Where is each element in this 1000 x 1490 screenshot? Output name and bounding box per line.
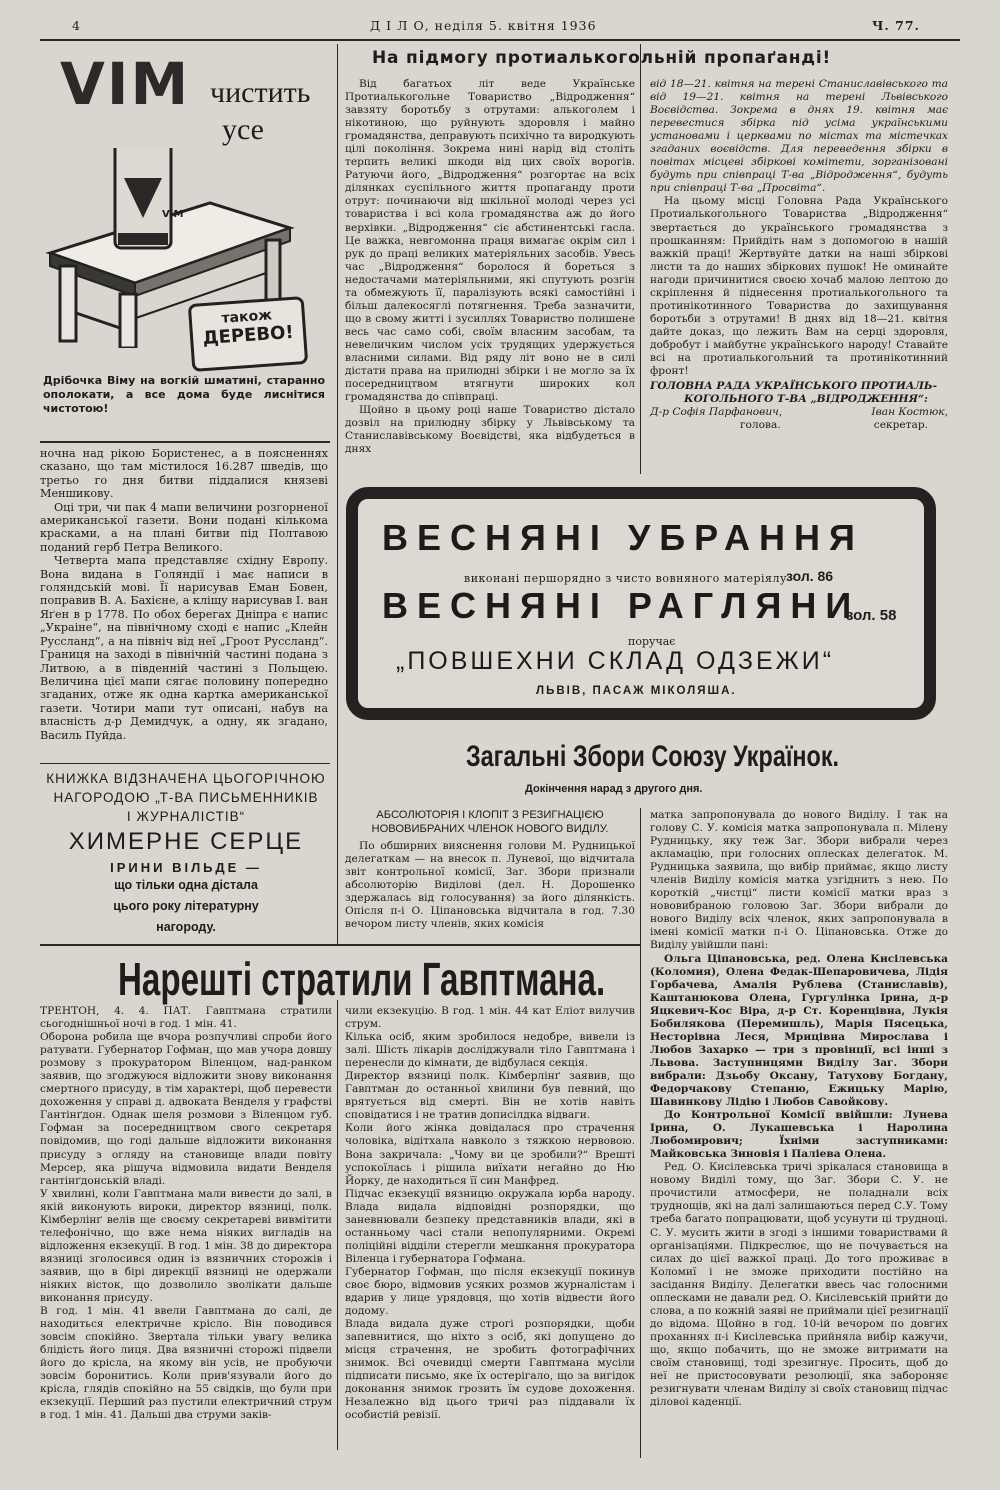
- book-desc1: що тільки одна дістала: [114, 878, 258, 892]
- section-rule: [40, 763, 330, 764]
- union-subhead: Докінчення нарад з другого дня.: [525, 783, 703, 795]
- union-text: матка запропонувала до нового Виділу. І так на голову С. У. комісія матка запропонувала п. Мілену Рудницьку, яку теж Заг. Збори вибрали через акламацію, при голосних оплесках делегаток. М. Рудницька заявила, що вибір приймає, якщо листу членів Виділу комісія матка узгіднить з нею. По короткій „чистці“ листи комісії матки враз з нововибраною головою Заг. Збори вибрали до нового Виділу всіх членок, яких запропонувала в імені комісії матки п-і О. Ціпановська. Отже до Виділу увійшли пані:: [650, 809, 948, 952]
- map-article: [40, 447, 328, 742]
- union-section-title-1: АБСОЛЮТОРІЯ І КЛОПІТ З РЕЗИГНАЦІЄЮ: [376, 809, 604, 821]
- hauptmann-col1: ТРЕНТОН, 4. 4. ПАТ. Гавптмана стратили сьогоднішньої ночі в год. 1 мін. 41. Оборона робила ще вчора розпучливі спроби його ратувати. Губернатор Гофман, що мав учора довшу розмову з прокуратором Віленцом, над-ранком заявив, що згоджуюся відложити знову виконання смертного присуду, в тім характері, щоб перевести дохоження у справі д. адвоката Венделя у графстві Гантінґдон. Однак шеля розмови з Віленцом губ. Гофман за посередництвом свого секретаря повідомив, що годі дальше відложити виконання присуду з огляду на становище влади повіту Мерсер, яка рішуча відмовила видати Венделя гантінґдонській владі. У хвилині, коли Гавптмана мали вивести до залі, в якій виконують вироки, директор вязниці, полк. Кімберлінґ велів ще своєму секретареві вивмітити телефонічно, що вже нема ніяких вигладів на відложення екзекуції. В год. 1 мін. 38 до директора вязниці зголосився один із вязничних сторожів і заявив, що в бірі дирекції вязниці не одержали ніяких вісток, що дозволило зволікати дальше виконання присуду. В год. 1 мін. 41 ввели Гавптмана до салі, де находиться електричне крісло. Він поводився зовсім спокійно. Звертала тільки увагу велика блідість його лиця. Два вязничні сторожі підвели його до крісла, на якому він усів, не пробуючи зовсім боронитись. Коли прив'язували його до крісла, глядів спокійно на 55 свідків, що були при екзекуції. Перший раз пустили електричний струм в год. 1 мін. 41. Дальші два струми заків-: [40, 1005, 332, 1422]
- clothing-line2: ВЕСНЯНІ РАГЛЯНИ: [382, 585, 861, 626]
- issue-number: Ч. 77.: [872, 18, 920, 33]
- book-ad-line3: І ЖУРНАЛІСТІВ“: [126, 809, 246, 824]
- clothing-sub1: виконані першорядно з чисто вовняного матеріялу: [464, 572, 787, 585]
- book-desc3: нагороду.: [156, 920, 216, 934]
- antialcohol-text: На цьому місці Головна Рада Українського Протиалькогольного Товариства „Відродження“ звертається до українського громадянства з прошканням: Прийдіть нам з допомогою в нашій важкій праці! Жертвуйте датки на наші збіркові листи та до наших збіркових пушок! Не оминайте нагоди причинитися своєю хочаб малою лептою до скріплення й піднесення протиалькогольного та протинікотинного Товариства до захищування боротьби з отрутами! В днях від 18—21. квітня дайте доказ, що лежить Вам на серці здоровля, добробут і майбутнє українського народу! Ставайте всі на протиалькогольний та протинікотинний фронт!: [650, 195, 948, 378]
- vim-sign-line1: також: [221, 307, 273, 327]
- antialcohol-col2: [650, 78, 948, 432]
- section-rule: [40, 441, 330, 443]
- clothing-ad: [346, 487, 936, 720]
- book-ad-line1: КНИЖКА ВІДЗНАЧЕНА ЦЬОГОРІЧНОЮ: [46, 771, 326, 786]
- signer-1-role: голова.: [740, 419, 781, 432]
- clothing-price1: зол. 86: [786, 568, 834, 584]
- header-rule: [40, 39, 960, 41]
- union-names: Ольга Ціпановська, ред. Олена Кисілевська (Коломия), Олена Федак-Шепаровичева, Лідія Горбачева, Амалія Рублева (Станиславів), Каштанюкова Олена, Гургулінка Ірина, д-р Яцкевич-Кос Віра, д-р Ст. Коренцівна, Лукія Бобилякова (Перемишль), Марія Пясецька, Несторівна Леся, Мриців​на Мирослава і Любов Захарко — три з провінції, всі інші з Львова. Заступницями Виділу Заг. Збори вибрали: Дзьобу Оксану, Татухову Богдану, Федорчакову Степаню, Ежицьку Марію, Шавинкову Лідію і Любов Савойкову.: [650, 952, 948, 1109]
- antialcohol-text: Від багатьох літ веде Українське Протиалькогольне Товариство „Відродження“ завзяту боротьбу з отрутами: алькоголем і нікотиною, що руйнують здоровля і майно громадянства, деправують психічно та виродкують цілі покоління. Зокрема нині нарід від століть терпить великі шкоди від цих своїх ворогів. Ратуючи його, „Відродження“ розгортає на всіх ділянках суспільного життя пропаганду проти отрут: починаючи від шкільної молоді через усі товариства і всі кола громадянства аж до його верхівки. „Відродження“ сіє абстинентські гасла. Це важка, невгомонна праця вимагає окрім сил і рук до праці великих матеріяльних засобів. Увесь час „Відродження“ боролося й бореться з недостачами матеріяльними, які спутують розгін та обмежують її, паралізують всякі самостійні і більш далекосяглі потягнення. Треба зазначити, що в свому житті і зусиллях Товариство полишене весь час само собі, своїм власним засобам, та невеличким числом усіх трудящих удержується власними силами. Від ряду літ воно не в силі дістати права на прилюдні збірки і не могло за їх посередництвом втягнути широких кол громадянства до співпраці.: [345, 78, 635, 404]
- clothing-store: „ПОВШЕХНИ СКЛАД ОДЗЕЖИ“: [396, 647, 835, 675]
- union-section-title-2: НОВОВИБРАНИХ ЧЛЕНОК НОВОГО ВИДІЛУ.: [371, 823, 609, 835]
- vim-tagline-1: чистить: [210, 76, 311, 109]
- vim-can-label: VIM: [162, 209, 184, 220]
- column-rule: [337, 1000, 338, 1450]
- book-ad: [40, 769, 332, 938]
- signer-2: Іван Костюк,: [871, 406, 948, 419]
- clothing-price2: зол. 58: [846, 607, 897, 624]
- union-control: До Контрольної Комісії ввійшли: Лунева Ірина, О. Лукашевська і Наролина Любомирович; Їхніми заступниками: Майковська Зинов​ія і Паліева Олена.: [650, 1109, 948, 1161]
- union-col1: [345, 840, 635, 931]
- vim-sign-line2: ДЕРЕВО!: [201, 321, 295, 350]
- union-text: По обширних вияснення голови М. Рудницької делегаткам — на внесок п. Луневої, що відчитала звіт контрольної комісії, Заг. Збори признали абсолюторію Виділові (дел. Н. Дорошенко здержалась від голосування) за його ділянкість. Опісля п-і О. Ціпановська відчитала в год. 7.30 вечором листу членів, яких комісія: [345, 840, 635, 931]
- antialcohol-text: від 18—21. квітня на терені Станиславівського та від 19—21. квітня на терені Львівського Воєвідства. Зокрема в днях 19. квітня має перевестися збірка під усіма українськими установами і церквами по містах та містечках згаданих воєвідств. Для переведення збірки в повітах місцеві збіркові комітети, зорганізовані будуть при співпраці Т-ва „Відродження“, будуть при співпраці Т-ва „Просвіта“.: [650, 78, 948, 195]
- column-rule: [337, 44, 338, 944]
- antialcohol-sign2: КОГОЛЬНОГО Т-ВА „ВІДРОДЖЕННЯ“:: [684, 393, 928, 406]
- union-section-title: [342, 808, 638, 836]
- page-number: 4: [72, 18, 81, 33]
- clothing-line1: ВЕСНЯНІ УБРАННЯ: [382, 517, 864, 558]
- vim-tagline-2: усе: [222, 113, 264, 146]
- book-desc2: цього року літературну: [113, 899, 259, 913]
- antialcohol-headline: На підмогу протиалькогольній пропаґанді!: [372, 48, 832, 68]
- map-paragraph: Оці три, чи пак 4 мапи величини розгорненої американської газети. Вони подані кількома красками, а на плані битви під Полтавою поданий герб Петра Великого.: [40, 500, 328, 554]
- hauptmann-headline: Нарешті стратили Гавптмана.: [118, 953, 606, 1005]
- union-headline: Загальні Збори Союзу Українок.: [466, 740, 840, 773]
- hauptmann-col2: чили екзекуцію. В год. 1 мін. 44 кат Еліот вилучив струм. Кілька осіб, яким зробилося недобре, вивели із залі. Шість лікарів досліджували тіло Гавптмана і перенесли до кімнати, де відбулася секція. Директор вязниці полк. Кімберлінґ заявив, що Гавптман до останньої хвилини був певний, що врятується від смерті. Він не хотів навіть сповідатися і не тратив дописілдка відваги. Коли його жінка довідалася про страчення чоловіка, відітхала навколо з тяжкою нервовою. Вона закричала: „Чому ви це зробили?“ Врешті успокоїлась і рішила виїхати негайно до Ню Йорку, де находиться її син Манфред. Підчас екзекуції вязницю окружала юрба народу. Влада видала відповідні розпорядки, що заневнювали безпеку представників влади, які в останньому часі стали непопулярними. Окремі поліційні відділи стерегли мешкання прокуратора Віленца і губернатора Гофмана. Губернатор Гофман, що після екзекуції покинув своє бюро, відмовив усяких розмов журналістам і вдарив у лице урядовця, що хотів відвести його додому. Влада видала дуже строгі розпорядки, щоби запевнитися, що ніхто з осіб, які допущено до місця страчення, не зробить фотографічних знимок. Всі очевидці смерти Гавптмана мусіли підписати письмо, яке їх остерігало, що за вигідок доконання знимок грозить їм судове дохоження. Незалежно від цього тричі раз піддавали їх особистій ревізії.: [345, 1005, 635, 1422]
- signer-2-role: секретар.: [873, 419, 928, 432]
- antialcohol-text: Щойно в цьому році наше Товариство дістало дозвіл на прилюдну збірку у Львівському та Станиславівському Воєвідстві, яка відбудеться в днях: [345, 404, 635, 456]
- book-ad-line2: НАГОРОДОЮ „Т-ВА ПИСЬМЕННИКІВ: [53, 790, 319, 805]
- column-rule: [640, 44, 641, 474]
- vim-caption: Дрібочка Віму на вогкій шматині, старанно ополокати, а все дома буде лиснітися чистотою!: [43, 374, 325, 415]
- masthead: Д І Л О, неділя 5. квітня 1936: [370, 18, 597, 33]
- signer-1: Д-р Софія Парфанович,: [650, 406, 783, 419]
- antialcohol-col1: [345, 78, 635, 456]
- union-text: Ред. О. Кисілевська тричі зрікалася становища в новому Виділі тому, що Заг. Збори С. У. не прочистили атмосфери, не поладнали всіх труднощів, які на далі залишаються перед С.У. Тому треба багато попрацювати, щоб усунути ці трудноці. С. У. мусить жити в згоді з іншими товариствами й організаціями. Підкреслює, що не почувається на силах до цієї важкої праці. До того проживає в Коломиї і не зможе приходити постійно на засідання Виділу. Делегатки ввесь час голосними оплесками не давали ред. О. Кисілевській прийти до слова, а по кожній заяві не приймали цієї резигнації до відома. Щойно в год. 10-ій вечором по довгих проханнях п-і Кисілевська прийняла вибір кажучи, що, якщо побачить, що не зможе витримати на своїм становищі, тоді зрезигнує. Просить, щоб до неї не пристосовувати резолюції, яка забороняє резигнувати членам Виділу зі своїх становищ підчас діловоі каденції.: [650, 1161, 948, 1409]
- map-paragraph: ночна над рікою Бористенес, а в поясненнях сказано, що там містилося 16.287 шведів, що третьо го дня битви піддалися князеві Меншикову.: [40, 447, 328, 501]
- vim-logo: VIM: [60, 50, 191, 118]
- vim-sign: [188, 296, 308, 372]
- column-rule: [640, 808, 641, 1458]
- antialcohol-sign1: ГОЛОВНА РАДА УКРАЇНСЬКОГО ПРОТИАЛЬ-: [650, 380, 938, 393]
- vim-ad: [40, 48, 332, 436]
- section-rule: [40, 944, 640, 946]
- book-title: ХИМЕРНЕ СЕРЦЕ: [68, 828, 304, 855]
- union-col2: [650, 809, 948, 1409]
- clothing-poruchae: поручає: [628, 635, 676, 648]
- map-paragraph: Четверта мапа представляє східну Европу. Вона видана в Голяндії і має написи в голяндській мові. Її нарисував Еман Бовен, поправив В. А. Бахієне, а кліщу нарисував І. ван Яґен в р 1778. По обох берегах Дніпра є напис „Украіне“, на північному сході є напис „Клейн Руссланд“, а на північ від неї „Гроот Руссланд“. Границя на заході в північній частині подана з Литвою, а в південній частині з Польщею. Величина цієї мапи сягає половину попередно згаданих, отже як одна картка американської газети. Чотири мапи тут описані, набув на власність д-р Демидчук, а одну, як згадано, Василь Пуйда.: [40, 554, 328, 742]
- book-author: ІРИНИ ВІЛЬДЕ —: [110, 860, 262, 875]
- clothing-address: ЛЬВІВ, ПАСАЖ МІКОЛЯША.: [536, 685, 737, 697]
